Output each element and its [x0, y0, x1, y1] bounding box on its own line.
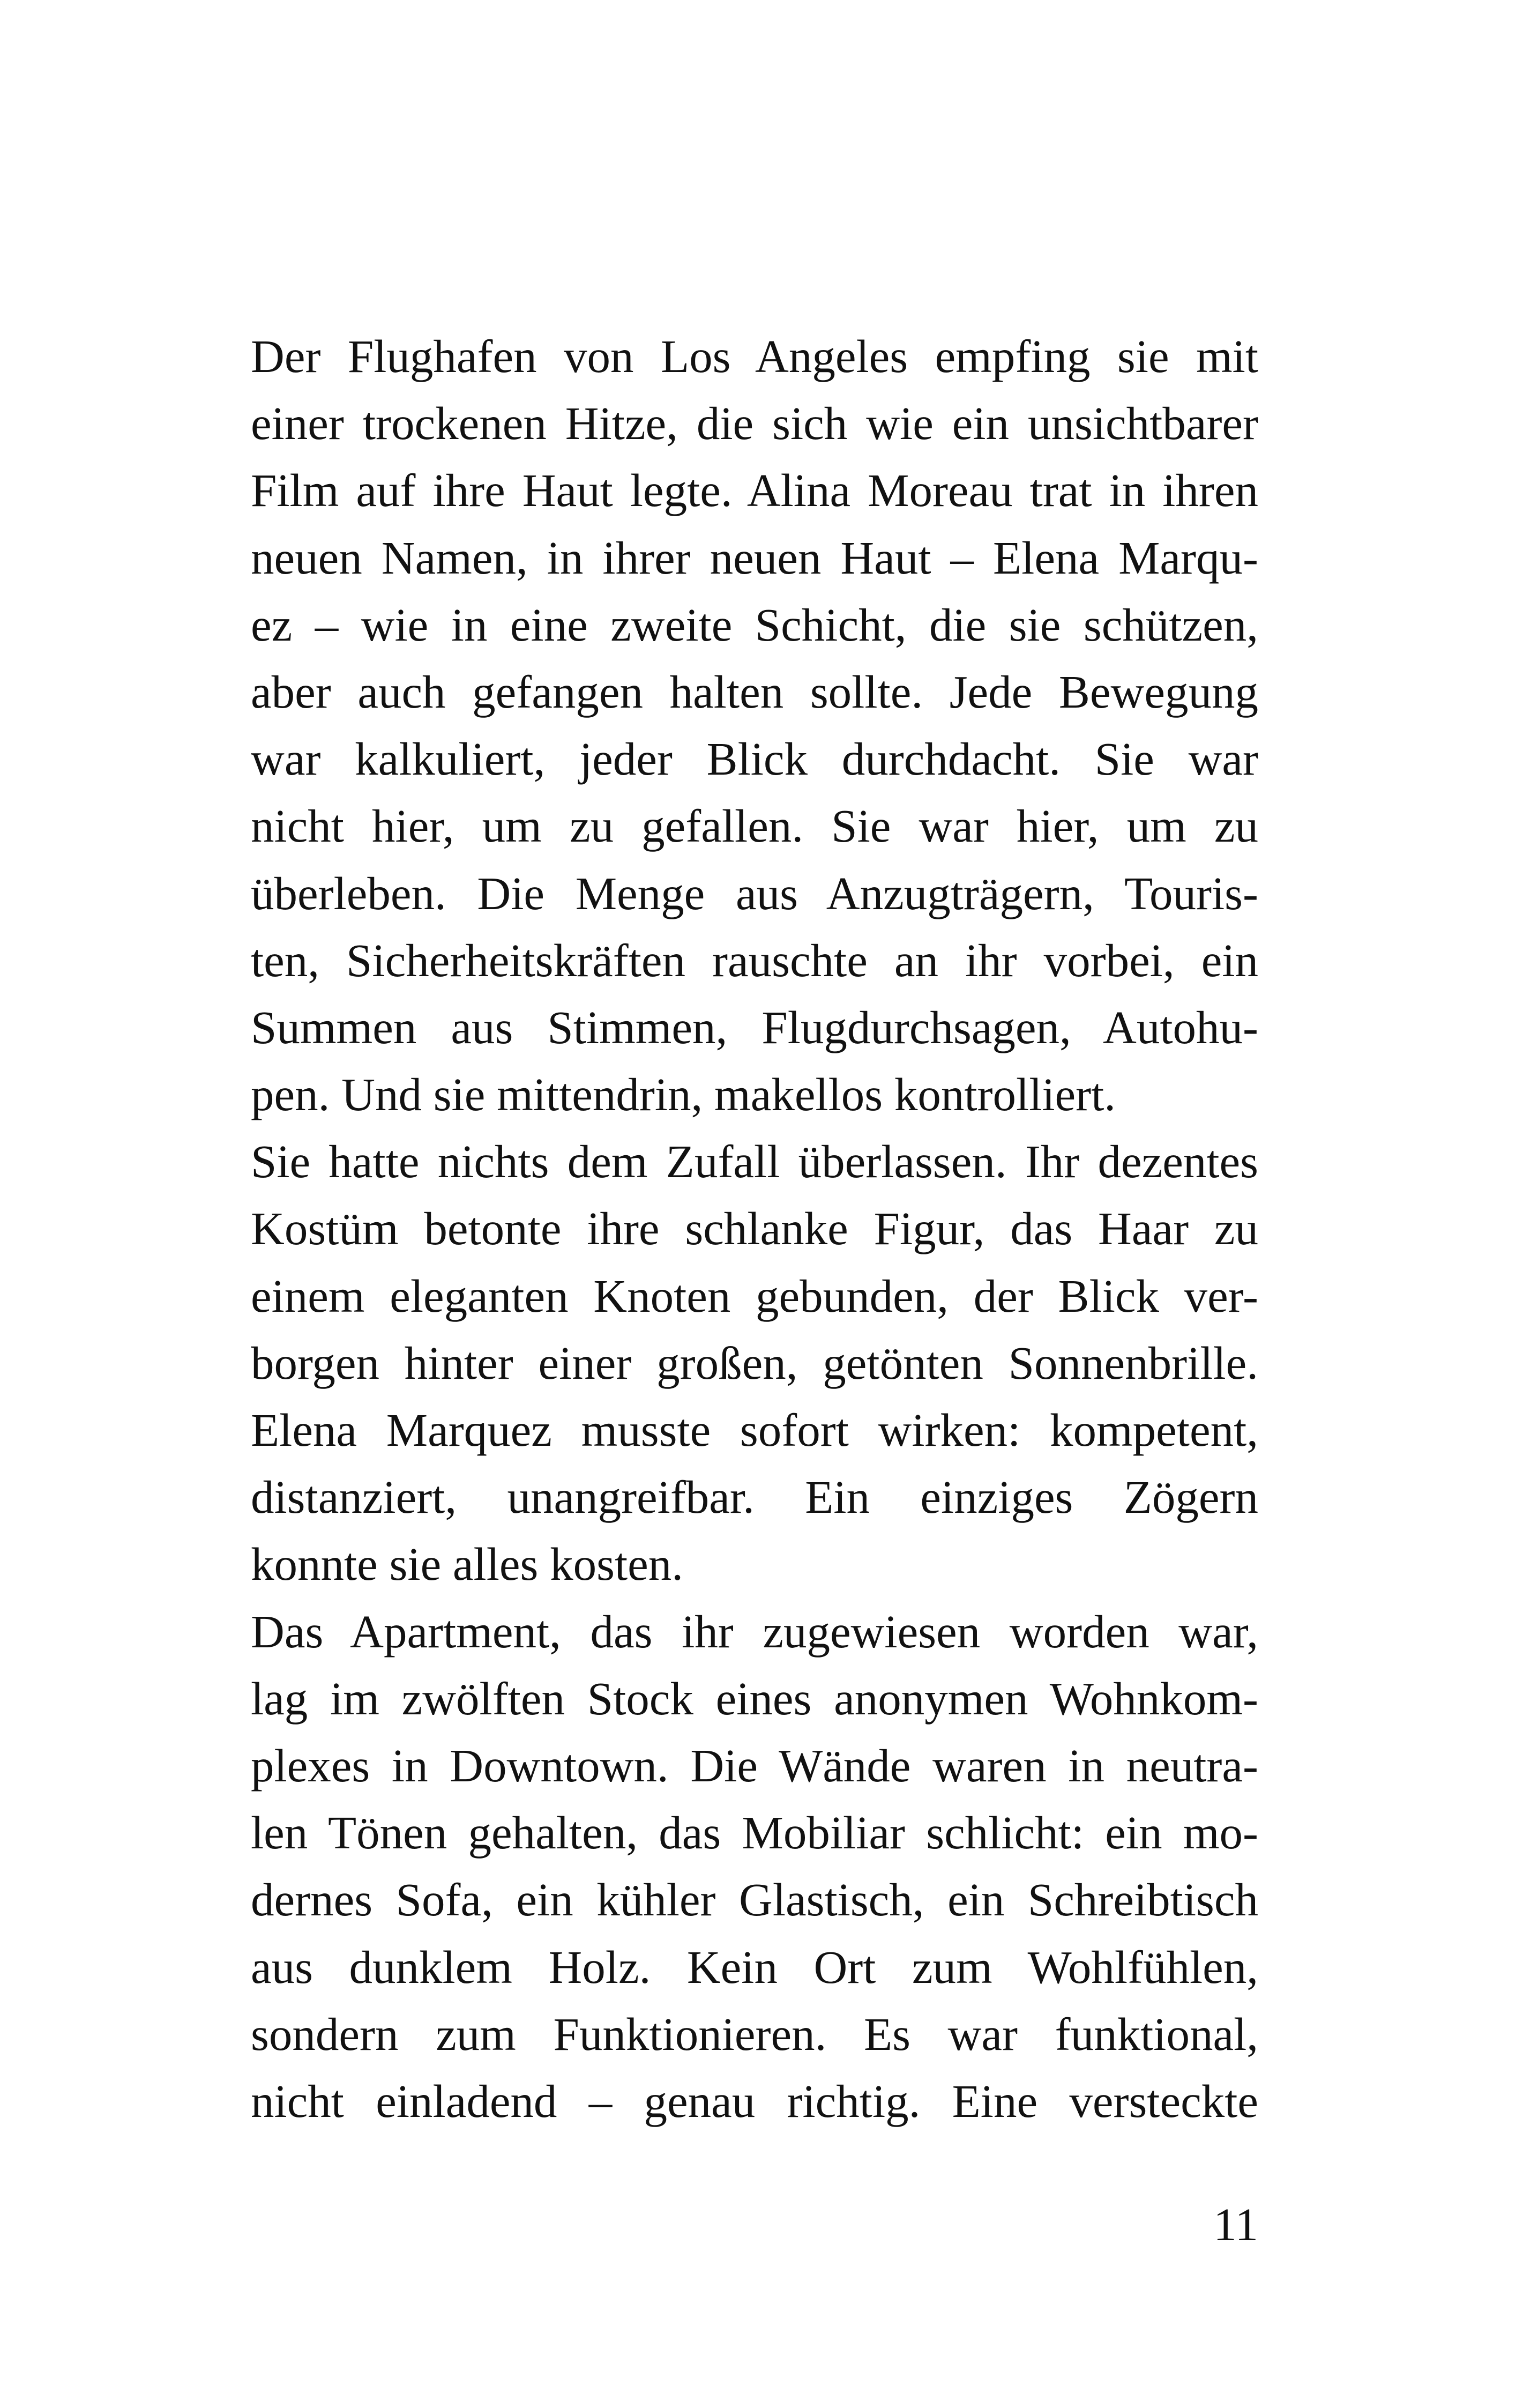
- body-text: [251, 323, 1258, 2135]
- text-line: distanziert, unangreifbar. Ein einziges Zögern: [251, 1471, 1258, 1523]
- text-line: Film auf ihre Haut legte. Alina Moreau trat in ihren: [251, 464, 1258, 517]
- text-line: pen. Und sie mittendrin, makellos kontrolliert.: [251, 1068, 1116, 1121]
- text-line: aber auch gefangen halten sollte. Jede Bewegung: [251, 665, 1258, 718]
- text-line: einer trockenen Hitze, die sich wie ein unsichtbarer: [251, 397, 1258, 450]
- text-line: war kalkuliert, jeder Blick durchdacht. Sie war: [251, 733, 1258, 785]
- text-line: Der Flughafen von Los Angeles empfing sie mit: [251, 330, 1258, 382]
- text-line: Elena Marquez musste sofort wirken: kompetent,: [251, 1404, 1258, 1456]
- text-line: Das Apartment, das ihr zugewiesen worden war,: [251, 1605, 1258, 1658]
- text-line: plexes in Downtown. Die Wände waren in neutra-: [251, 1739, 1258, 1792]
- page-number: 11: [1213, 2198, 1258, 2250]
- text-line: ten, Sicherheitskräften rauschte an ihr vorbei, ein: [251, 934, 1258, 986]
- text-line: neuen Namen, in ihrer neuen Haut – Elena Marqu-: [251, 531, 1258, 584]
- text-line: sondern zum Funktionieren. Es war funktional,: [251, 2008, 1258, 2060]
- text-line: len Tönen gehalten, das Mobiliar schlicht: ein mo-: [251, 1807, 1258, 1859]
- text-line: dernes Sofa, ein kühler Glastisch, ein Schreibtisch: [251, 1874, 1258, 1926]
- text-line: nicht einladend – genau richtig. Eine versteckte: [251, 2075, 1258, 2127]
- text-line: Kostüm betonte ihre schlanke Figur, das Haar zu: [251, 1202, 1258, 1255]
- text-line: Sie hatte nichts dem Zufall überlassen. Ihr dezentes: [251, 1135, 1258, 1188]
- text-line: nicht hier, um zu gefallen. Sie war hier, um zu: [251, 800, 1258, 852]
- text-line: ez – wie in eine zweite Schicht, die sie schützen,: [251, 598, 1258, 651]
- text-line: konnte sie alles kosten.: [251, 1538, 684, 1591]
- text-line: einem eleganten Knoten gebunden, der Blick ver-: [251, 1269, 1258, 1322]
- text-line: lag im zwölften Stock eines anonymen Wohnkom-: [251, 1672, 1258, 1725]
- text-line: Summen aus Stimmen, Flugdurchsagen, Autohu-: [251, 1001, 1258, 1053]
- text-line: borgen hinter einer großen, getönten Sonnenbrille.: [251, 1336, 1258, 1389]
- text-line: überleben. Die Menge aus Anzugträgern, Touris-: [251, 867, 1258, 919]
- text-line: aus dunklem Holz. Kein Ort zum Wohlfühlen,: [251, 1941, 1258, 1993]
